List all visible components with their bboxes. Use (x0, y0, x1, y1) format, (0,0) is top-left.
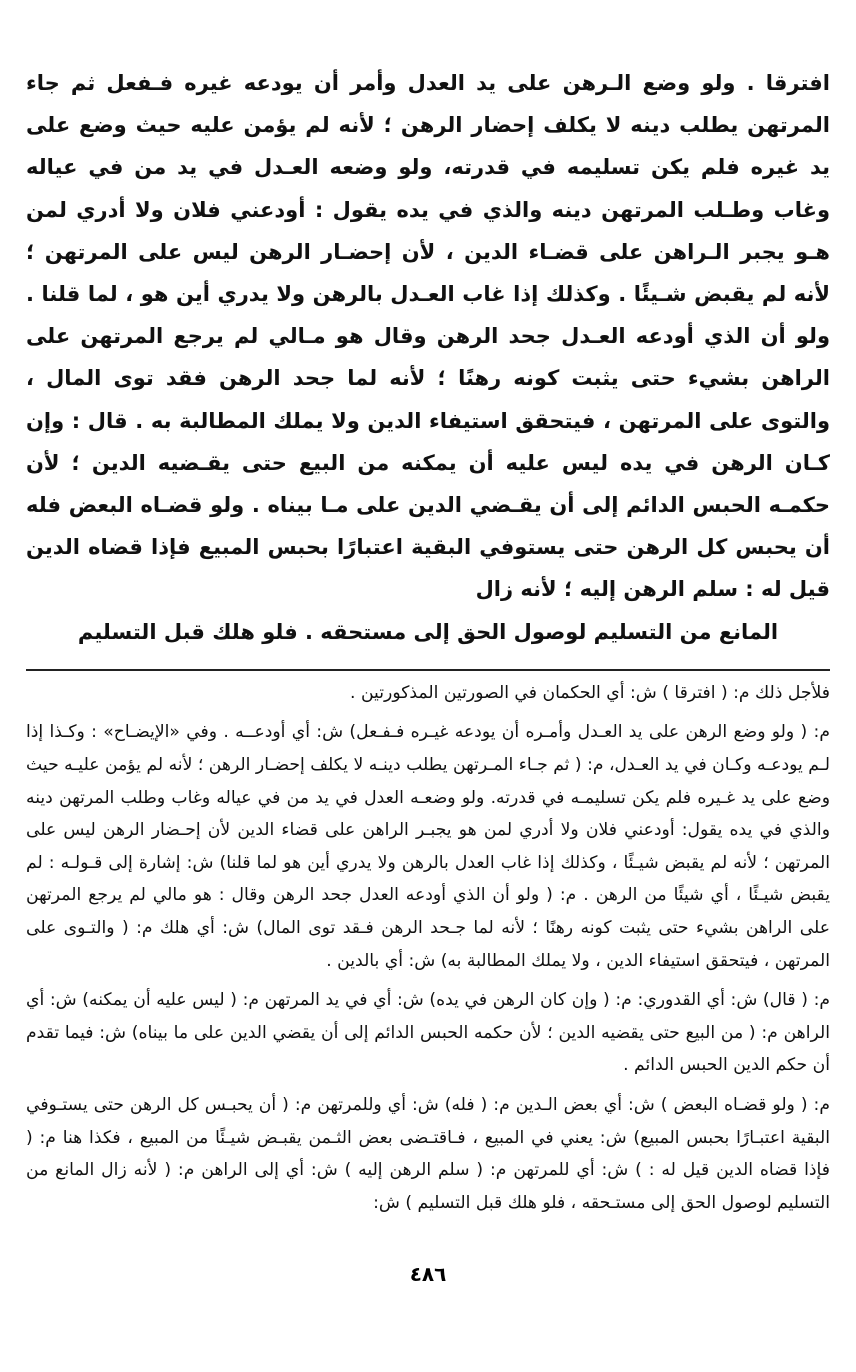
commentary-paragraph-1: فلأجل ذلك م: ( افترقا ) ش: أي الحكمان في الصورتين المذكورتين . (350, 682, 830, 703)
main-text-last-line: المانع من التسليم لوصول الحق إلى مستحقه . فلو هلك قبل التسليم (77, 619, 779, 644)
main-text-block (26, 62, 830, 653)
page-number: ٤٨٦ (409, 1262, 447, 1286)
commentary-paragraph-3: م: ( قال) ش: أي القدوري: م: ( وإن كان الرهن في يده) ش: أي في يد المرتهن م: ( ليس عليه أن يمكنه) ش: أي الراهن م: ( من البيع حتى يقضيه الدين ؛ لأن حكمه الحبس الدائم إلى أن يقضي الدين على ما بيناه) ش: فيما تقدم أن حكم الدين الحبس الدائم . (26, 990, 830, 1076)
main-text-body: افترقا . ولو وضع الـرهن على يد العدل وأمر أن يودعه غيره فـفعل ثم جاء المرتهن يطلب دينه لا يكلف إحضار الرهن ؛ لأنه لم يؤمن عليه حيث وضع على يد غيره فلم يكن تسليمه في قدرته، ولو وضعه العـدل في يد من في عياله وغاب وطـلب المرتهن دينه والذي في يده يقول : أودعني فلان ولا أدري لمن هـو يجبر الـراهن على قضـاء الدين ، لأن إحضـار الرهن ليس على المرتهن ؛ لأنه لم يقبض شـيئًا . وكذلك إذا غاب العـدل بالرهن ولا يدري أين هو ، لما قلنا . ولو أن الذي أودعه العـدل جحد الرهن وقال هو مـالي لم يرجع المرتهن على الراهن بشيء حتى يثبت كونه رهنًا ؛ لأنه لما جحد الرهن فقد توى المال ، والتوى على المرتهن ، فيتحقق استيفاء الدين ولا يملك المطالبة به . قال : وإن كـان الرهن في يده ليس عليه أن يمكنه من البيع حتى يقـضيه الدين ؛ لأن حكمـه الحبس الدائم إلى أن يقـضي الدين على مـا بيناه . ولو قضـاه البعض فله أن يحبس كل الرهن حتى يستوفي البقية اعتبارًا بحبس المبيع فإذا قضاه الدين قيل له : سلم الرهن إليه ؛ لأنه زال (26, 71, 830, 602)
document-page (26, 62, 830, 1352)
commentary-paragraph-2: م: ( ولو وضع الرهن على يد العـدل وأمـره أن يودعه غيـره فـفـعل) ش: أي أودعــه . وفي «الإيضـاح» : وكـذا إذا لـم يودعـه وكـان في يد العـدل، م: ( ثم جـاء المـرتهن يطلب دينـه لا يكلف إحضـار الرهن ؛ لأنه لم يؤمن عليـه حيث وضع على يد غـيره فلم يكن تسليمـه في قدرته. ولو وضعـه العدل في يد من في عياله وغاب وطلب المرتهن دينه والذي في يده يقول: أودعني فلان ولا أدري لمن هو يجبـر الراهن على قضاء الدين لأن إحـضار الرهن ليس على المرتهن ؛ لأنه لم يقبض شيـئًا ، وكذلك إذا غاب العدل بالرهن ولا يدري أين هو لما قلنا) ش: إشارة إلى قـولـه : لم يقبض شيـئًا ، أي شيئًا من الرهن . م: ( ولو أن الذي أودعه العدل جحد الرهن وقال : هو مالي لم يرجع المرتهن على الراهن بشيء حتى يثبت كونه رهنًا ؛ لأنه لما جـحد الرهن فـقد توى المال) ش: أي هلك م: ( والتـوى على المرتهن ، فيتحقق استيفاء الدين ، ولا يملك المطالبة به) ش: أي بالدين . (26, 722, 830, 971)
commentary-paragraph-4: م: ( ولو قضـاه البعض ) ش: أي بعض الـدين م: ( فله) ش: أي وللمرتهن م: ( أن يحبـس كل الرهن حتى يستـوفي البقية اعتبـارًا بحبس المبيع) ش: يعني في المبيع ، فـاقتـضى بعض الثـمن يقبـض شيـئًا من المبيع ، فكذا هنا م: ( فإذا قضاه الدين قيل له : ) ش: أي للمرتهن م: ( سلم الرهن إليه ) ش: أي إلى الراهن م: ( لأنه زال المانع من التسليم لوصول الحق إلى مستـحقه ، فلو هلك قبل التسليم ) ش: (26, 1094, 830, 1213)
commentary-block (26, 677, 830, 1220)
footnote-separator-rule (26, 669, 830, 671)
